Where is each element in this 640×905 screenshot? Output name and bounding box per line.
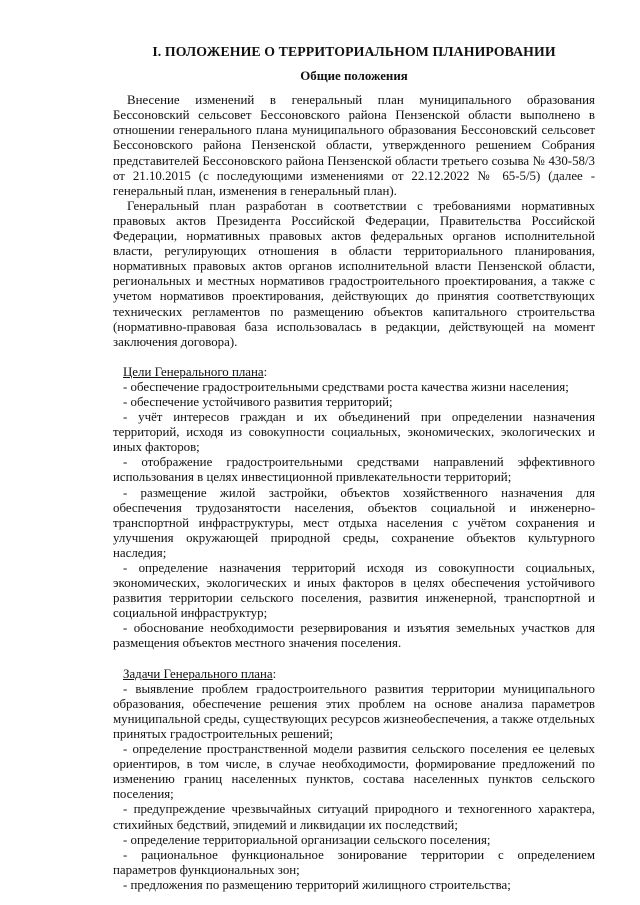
goals-heading-colon: : xyxy=(263,364,268,379)
goals-heading xyxy=(113,365,595,380)
tasks-heading-colon: : xyxy=(272,666,277,681)
intro-paragraph: Внесение изменений в генеральный план муниципального образования Бессоновский сельсовет Бессоновского района Пензенской области выполнено в отношении генерального плана муниципального образования Бессоновский сельсовет Бессоновского района Пензенской области, утвержденного решением Собрания представителей Бессоновского района Пензенской области третьего созыва № 430-58/3 от 21.10.2015 (с последующими изменениями от 22.12.2022 № 65-5/5) (далее - генеральный план, изменения в генеральный план). xyxy=(113,93,595,198)
goal-item: - учёт интересов граждан и их объединений при определении назначения территорий, исходя из совокупности социальных, экономических, экологических и иных факторов; xyxy=(113,410,595,455)
goal-item: - отображение градостроительными средствами направлений эффективного использования в целях инвестиционной привлекательности территорий; xyxy=(113,455,595,485)
tasks-heading xyxy=(113,667,595,682)
goal-item: - размещение жилой застройки, объектов хозяйственного назначения для обеспечения трудозанятости населения, объектов социальной и инженерно-транспортной инфраструктуры, мест отдыха населения с учётом сохранения и улучшения окружающей природной среды, сохранение объектов культурного наследия; xyxy=(113,485,595,560)
task-item: - предложения по размещению территорий жилищного строительства; xyxy=(123,877,511,892)
task-item: - определение территориальной организации сельского поселения; xyxy=(123,832,491,847)
goal-item: - обоснование необходимости резервирования и изъятия земельных участков для размещения объектов местного значения поселения. xyxy=(113,621,595,651)
task-item: - выявление проблем градостроительного развития территории муниципального образования, обеспечение решения этих проблем на основе анализа параметров муниципальной среды, существующих ресурсов жизнеобеспечения, а также отдельных принятых градостроительных решений; xyxy=(113,681,595,741)
task-item: - рациональное функциональное зонирование территории с определением параметров функциональных зон; xyxy=(113,847,595,877)
task-item: - определение пространственной модели развития сельского поселения ее целевых ориентиров, в том числе, в случае необходимости, формирование предложений по изменению границ населенных пунктов, состава населенных пунктов сельского поселения; xyxy=(113,742,595,802)
goal-item: - обеспечение градостроительными средствами роста качества жизни населения; xyxy=(123,379,569,394)
spacer xyxy=(113,350,595,365)
section-title: I. ПОЛОЖЕНИЕ О ТЕРРИТОРИАЛЬНОМ ПЛАНИРОВАНИИ xyxy=(152,44,556,59)
intro-paragraph: Генеральный план разработан в соответствии с требованиями нормативных правовых актов Президента Российской Федерации, Правительства Российской Федерации, нормативных правовых актов федеральных органов исполнительной власти, регулирующих отношения в области территориального планирования, нормативных правовых актов органов исполнительной власти Пензенской области, региональных и местных нормативов градостроительного проектирования, а также с учетом нормативов проектирования, действующих до принятия соответствующих технических регламентов по размещению объектов капитального строительства (нормативно-правовая база использовалась в редакции, действующей на момент заключения договора). xyxy=(113,198,595,349)
document-content xyxy=(113,44,595,893)
goal-item: - обеспечение устойчивого развития территорий; xyxy=(123,394,393,409)
task-item: - предупреждение чрезвычайных ситуаций природного и техногенного характера, стихийных бедствий, эпидемий и ликвидации их последствий; xyxy=(113,802,595,832)
tasks-heading-text: Задачи Генерального плана xyxy=(123,666,273,681)
spacer xyxy=(113,652,595,667)
goals-heading-text: Цели Генерального плана xyxy=(123,364,264,379)
section-subtitle: Общие положения xyxy=(300,69,408,84)
goal-item: - определение назначения территорий исходя из совокупности социальных, экономических, экологических и иных факторов в целях обеспечения устойчивого развития территории сельского поселения, развития инженерной, транспортной и социальной инфраструктур; xyxy=(113,561,595,621)
